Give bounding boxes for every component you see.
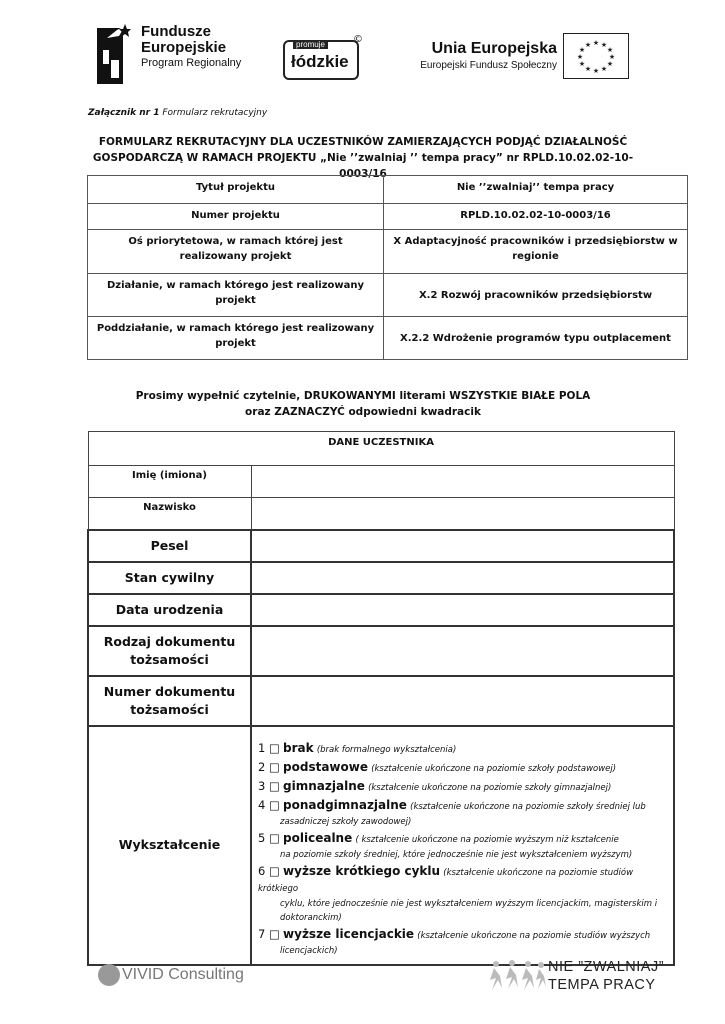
- instruction-line1: Prosimy wypełnić czytelnie, DRUKOWANYMI literami WSZYSTKIE BIAŁE POLA: [135, 390, 591, 402]
- svg-text:★: ★: [600, 65, 608, 73]
- project-row: [88, 274, 688, 317]
- checkbox-number[interactable]: 2 □: [258, 759, 280, 774]
- project-value: X.2 Rozwój pracowników przedsiębiorstw: [384, 274, 688, 317]
- option-desc: (kształcenie ukończone na poziomie szkoły gimnazjalnej): [368, 782, 612, 793]
- unia-europejska-text: [407, 40, 557, 71]
- project-label: Poddziałanie, w ramach którego jest realizowany projekt: [88, 317, 384, 360]
- education-options: [251, 726, 674, 965]
- education-option[interactable]: [258, 779, 667, 796]
- svg-text:★: ★: [600, 41, 608, 49]
- fe-line1: Fundusze: [141, 23, 211, 40]
- first-name-label: Imię (imiona): [88, 466, 251, 498]
- education-option[interactable]: [258, 798, 667, 829]
- education-option[interactable]: [258, 760, 667, 777]
- doc-number-label: Numer dokumentu tożsamości: [88, 676, 251, 726]
- annex-name: Formularz rekrutacyjny: [159, 108, 268, 118]
- option-name: ponadgimnazjalne: [283, 797, 407, 812]
- project-row: [88, 317, 688, 360]
- svg-text:★: ★: [578, 46, 586, 54]
- education-option[interactable]: [258, 864, 667, 925]
- checkbox-number[interactable]: 7 □: [258, 926, 280, 941]
- ue-line2: Europejski Fundusz Społeczny: [420, 60, 557, 71]
- option-name: policealne: [283, 830, 353, 845]
- fe-emblem-icon: [95, 24, 131, 84]
- option-desc: (brak formalnego wykształcenia): [316, 744, 457, 755]
- svg-text:★: ★: [578, 60, 586, 68]
- project-row: [88, 176, 688, 204]
- checkbox-number[interactable]: 5 □: [258, 830, 280, 845]
- instruction-line2: oraz ZAZNACZYĆ odpowiedni kwadracik: [245, 406, 481, 418]
- svg-text:★: ★: [608, 53, 616, 61]
- svg-text:★: ★: [584, 41, 592, 49]
- marital-status-field[interactable]: [251, 562, 674, 594]
- option-name: wyższe licencjackie: [283, 926, 415, 941]
- lodz-big-text: łódzkie: [291, 52, 349, 71]
- checkbox-number[interactable]: 1 □: [258, 740, 280, 755]
- project-label: Oś priorytetowa, w ramach której jest realizowany projekt: [88, 230, 384, 274]
- option-name: wyższe krótkiego cyklu: [283, 863, 441, 878]
- doc-type-label: Rodzaj dokumentu tożsamości: [88, 626, 251, 676]
- fundusze-europejskie-logo: [95, 24, 255, 84]
- doc-type-field[interactable]: [251, 626, 674, 676]
- nz-line2: TEMPA PRACY: [548, 977, 656, 993]
- project-row: [88, 230, 688, 274]
- last-name-label: Nazwisko: [88, 498, 251, 530]
- birth-date-field[interactable]: [251, 594, 674, 626]
- checkbox-number[interactable]: 3 □: [258, 778, 280, 793]
- ue-line1: Unia Europejska: [431, 40, 557, 57]
- option-name: podstawowe: [283, 759, 368, 774]
- project-label: Numer projektu: [88, 204, 384, 230]
- annex-label: [88, 108, 267, 118]
- option-desc-cont: na poziomie szkoły średniej, które jednocześnie nie jest wykształceniem wyższym): [280, 849, 633, 860]
- education-option[interactable]: [258, 831, 667, 862]
- option-desc: (kształcenie ukończone na poziomie studiów krótkiego: [258, 867, 634, 894]
- fe-line3: Program Regionalny: [141, 57, 242, 69]
- svg-text:★: ★: [592, 67, 600, 75]
- form-title-line2: GOSPODARCZĄ W RAMACH PROJEKTU „Nie ’’zwalniaj ’’ tempa pracy” nr RPLD.10.02.02-10-0003/16: [92, 152, 634, 180]
- option-desc: (kształcenie ukończone na poziomie szkoły średniej lub: [410, 801, 646, 812]
- project-value: X Adaptacyjność pracowników i przedsiębiorstw w regionie: [384, 230, 688, 274]
- participant-table: [87, 431, 675, 966]
- project-label: Tytuł projektu: [88, 176, 384, 204]
- project-value: Nie ’’zwalniaj’’ tempa pracy: [384, 176, 688, 204]
- option-name: gimnazjalne: [283, 778, 365, 793]
- project-value: X.2.2 Wdrożenie programów typu outplacement: [384, 317, 688, 360]
- project-row: [88, 204, 688, 230]
- svg-text:★: ★: [606, 46, 614, 54]
- pesel-label: Pesel: [88, 530, 251, 562]
- checkbox-number[interactable]: 6 □: [258, 863, 280, 878]
- fe-line2: Europejskie: [141, 39, 227, 56]
- svg-text:★: ★: [584, 65, 592, 73]
- option-desc-cont: zasadniczej szkoły zawodowej): [280, 816, 412, 827]
- education-option[interactable]: [258, 927, 667, 958]
- nz-line1: NIE ”ZWALNIAJ”: [548, 959, 665, 975]
- education-option[interactable]: [258, 741, 667, 758]
- annex-number: Załącznik nr 1: [88, 108, 160, 118]
- form-title-line1: FORMULARZ REKRUTACYJNY DLA UCZESTNIKÓW ZAMIERZAJĄCYCH PODJĄĆ DZIAŁALNOŚĆ: [98, 136, 628, 148]
- promuje-lodzkie-logo: [283, 34, 367, 80]
- first-name-field[interactable]: [251, 466, 674, 498]
- option-desc: ( kształcenie ukończone na poziomie wyższym niż kształcenie: [355, 834, 619, 845]
- svg-text:★: ★: [576, 53, 584, 61]
- project-info-table: [87, 175, 688, 360]
- option-desc: (kształcenie ukończone na poziomie szkoły podstawowej): [371, 763, 617, 774]
- nie-zwalniaj-logo: [486, 958, 664, 994]
- option-desc-cont: licencjackich): [280, 945, 338, 956]
- option-desc-cont: cyklu, które jednocześnie nie jest wykształceniem wyższym licencjackim, magisterskim i doktoranckim): [280, 898, 658, 923]
- doc-number-field[interactable]: [251, 676, 674, 726]
- participant-heading: DANE UCZESTNIKA: [88, 432, 674, 466]
- runners-icon: [486, 958, 548, 994]
- svg-text:★: ★: [606, 60, 614, 68]
- eu-flag-icon: [563, 33, 629, 79]
- project-value: RPLD.10.02.02-10-0003/16: [384, 204, 688, 230]
- lodz-copyright-mark: ©: [353, 34, 363, 45]
- option-desc: (kształcenie ukończone na poziomie studiów wyższych: [417, 930, 651, 941]
- last-name-field[interactable]: [251, 498, 674, 530]
- checkbox-number[interactable]: 4 □: [258, 797, 280, 812]
- vivid-consulting-logo: [98, 964, 244, 986]
- lodz-small-text: promuje: [293, 40, 328, 49]
- fill-instruction: [70, 388, 656, 420]
- pesel-field[interactable]: [251, 530, 674, 562]
- education-label: Wykształcenie: [88, 726, 251, 965]
- marital-status-label: Stan cywilny: [88, 562, 251, 594]
- vivid-text: VIVID Consulting: [122, 966, 244, 983]
- birth-date-label: Data urodzenia: [88, 594, 251, 626]
- vivid-circle-icon: [98, 964, 120, 986]
- option-name: brak: [283, 740, 314, 755]
- project-label: Działanie, w ramach którego jest realizowany projekt: [88, 274, 384, 317]
- svg-text:★: ★: [592, 39, 600, 47]
